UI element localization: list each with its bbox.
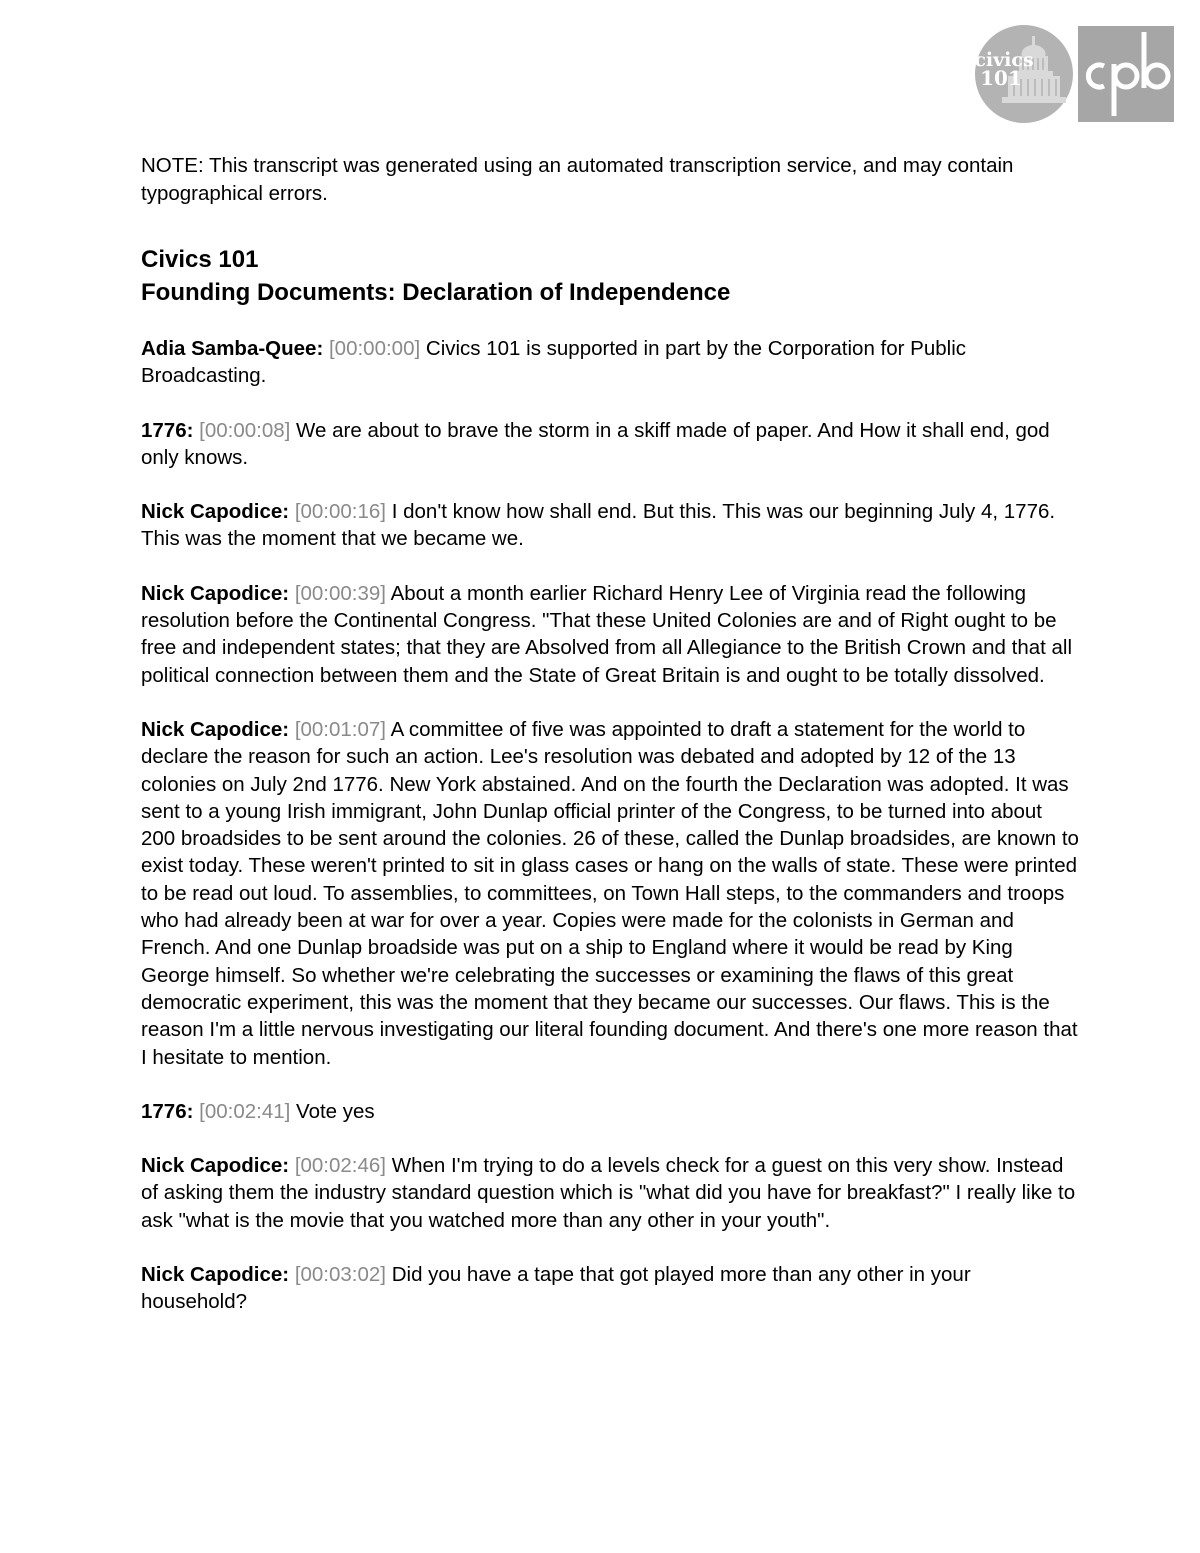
speaker-name: Adia Samba-Quee: xyxy=(141,337,324,360)
speaker-name: Nick Capodice: xyxy=(141,581,290,605)
entry-text: About a month earlier Richard Henry Lee of Virginia read the following resolution before the Continental Congress. "That these United Colonies are and of Right ought to be free and independent states; that they are Absolved from all Allegiance to the British Crown and that all political connection between them and the State of Great Britain is and ought to be totally dissolved. xyxy=(141,581,1073,687)
transcript-entry xyxy=(141,1098,1081,1125)
civics-101-logo xyxy=(974,24,1074,124)
transcript-entry xyxy=(141,580,1081,689)
transcript-entries xyxy=(141,335,1081,1316)
transcript-entry xyxy=(141,1152,1081,1234)
timestamp: [00:02:46] xyxy=(294,1154,387,1178)
entry-text: When I'm trying to do a levels check for a guest on this very show. Instead of asking them the industry standard question which is "what did you have for breakfast?" I really like to ask "what is the movie that you watched more than any other in your youth". xyxy=(141,1154,1076,1232)
transcript-entry xyxy=(141,716,1081,1071)
transcription-note: NOTE: This transcript was generated using an automated transcription service, and may contain typographical errors. xyxy=(141,154,1014,205)
entry-text: Civics 101 is supported in part by the Corporation for Public Broadcasting. xyxy=(141,337,966,388)
timestamp: [00:00:16] xyxy=(294,500,387,524)
timestamp: [00:00:00] xyxy=(328,337,421,360)
timestamp: [00:00:08] xyxy=(199,418,291,442)
timestamp: [00:03:02] xyxy=(294,1263,387,1287)
transcript-body xyxy=(141,152,1081,1343)
transcript-entry xyxy=(141,417,1081,472)
timestamp: [00:02:41] xyxy=(199,1099,291,1123)
speaker-name: Nick Capodice: xyxy=(141,1263,290,1287)
timestamp: [00:00:39] xyxy=(294,581,387,605)
speaker-name: Nick Capodice: xyxy=(141,717,290,741)
cpb-logo xyxy=(1078,26,1174,122)
transcript-entry xyxy=(141,498,1081,553)
header-logos xyxy=(974,24,1174,124)
episode-title: Founding Documents: Declaration of Independence xyxy=(141,279,731,306)
entry-text: Vote yes xyxy=(296,1099,375,1123)
svg-text:101: 101 xyxy=(980,66,1022,90)
svg-text:civics: civics xyxy=(974,49,1034,71)
transcript-entry xyxy=(141,1261,1081,1316)
transcript-entry xyxy=(141,335,1081,390)
speaker-name: Nick Capodice: xyxy=(141,1154,290,1178)
show-title: Civics 101 xyxy=(141,246,259,273)
timestamp: [00:01:07] xyxy=(294,717,387,741)
entry-text: We are about to brave the storm in a skiff made of paper. And How it shall end, god only knows. xyxy=(141,418,1050,469)
document-title xyxy=(141,243,1081,309)
entry-text: I don't know how shall end. But this. This was our beginning July 4, 1776. This was the moment that we became we. xyxy=(141,500,1056,551)
entry-text: A committee of five was appointed to draft a statement for the world to declare the reason for such an action. Lee's resolution was debated and adopted by 12 of the 13 colonies on July 2nd 1776. New York abstained. And on the fourth the Declaration was adopted. It was sent to a young Irish immigrant, John Dunlap official printer of the Congress, to be turned into about 200 broadsides to be sent around the colonies. 26 of these, called the Dunlap broadsides, are known to exist today. These weren't printed to sit in glass cases or hang on the walls of state. These were printed to be read out loud. To assemblies, to committees, on Town Hall steps, to the commanders and troops who had already been at war for over a year. Copies were made for the colonists in German and French. And one Dunlap broadside was put on a ship to England where it would be read by King George himself. So whether we're celebrating the successes or examining the flaws of this great democratic experiment, this was the moment that they became our successes. Our flaws. This is the reason I'm a little nervous investigating our literal founding document. And there's one more reason that I hesitate to mention. xyxy=(141,717,1079,1069)
speaker-name: 1776: xyxy=(141,418,194,442)
speaker-name: Nick Capodice: xyxy=(141,500,290,524)
speaker-name: 1776: xyxy=(141,1099,194,1123)
entry-text: Did you have a tape that got played more than any other in your household? xyxy=(141,1263,971,1314)
